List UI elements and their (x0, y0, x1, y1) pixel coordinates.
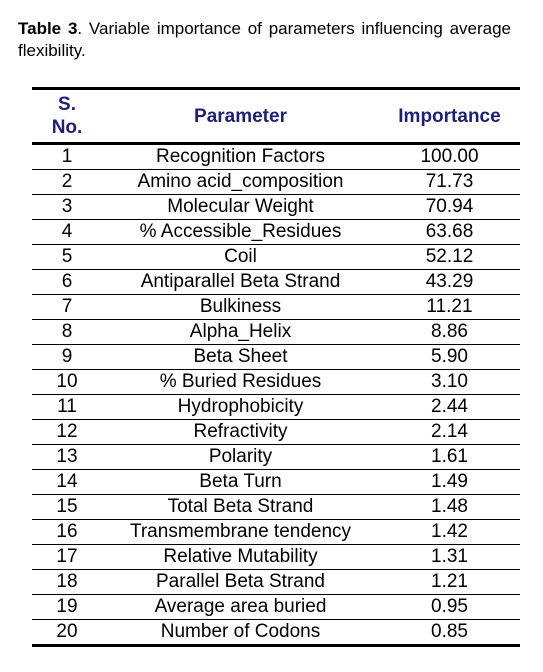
cell-parameter: Relative Mutability (163, 546, 318, 567)
cell-importance: 3.10 (431, 371, 468, 392)
cell-parameter: Molecular Weight (167, 196, 314, 217)
header-sno (32, 89, 102, 144)
cell-parameter: Polarity (208, 446, 273, 467)
cell-sno: 18 (56, 571, 78, 592)
header-sno-line1: S. (58, 94, 76, 115)
cell-sno: 20 (56, 621, 78, 642)
cell-importance: 8.86 (431, 321, 468, 342)
table-row (32, 345, 520, 370)
table-row (32, 570, 520, 595)
cell-importance: 1.31 (431, 546, 468, 567)
table-caption-label: Table 3 (18, 19, 78, 38)
cell-sno: 10 (56, 371, 78, 392)
cell-importance: 5.90 (431, 346, 468, 367)
table-row (32, 470, 520, 495)
table-row (32, 395, 520, 420)
cell-importance: 1.21 (431, 571, 468, 592)
cell-sno: 7 (61, 296, 73, 317)
cell-parameter: Beta Turn (199, 471, 282, 492)
table-row (32, 445, 520, 470)
table-row (32, 270, 520, 295)
table-caption-text: . Variable importance of parameters influencing average flexibility. (18, 19, 512, 60)
table-row (32, 144, 520, 170)
cell-sno: 2 (61, 171, 73, 192)
cell-sno: 13 (56, 446, 78, 467)
cell-parameter: Transmembrane tendency (129, 521, 352, 542)
cell-sno: 9 (61, 346, 73, 367)
cell-parameter: Hydrophobicity (177, 396, 304, 417)
cell-importance: 70.94 (425, 196, 474, 217)
cell-parameter: Coil (224, 246, 257, 267)
cell-sno: 5 (61, 246, 73, 267)
table-row (32, 620, 520, 646)
cell-parameter: Antiparallel Beta Strand (140, 271, 341, 292)
cell-sno: 1 (61, 146, 73, 167)
cell-sno: 8 (61, 321, 73, 342)
cell-sno: 12 (56, 421, 78, 442)
cell-importance: 63.68 (425, 221, 474, 242)
cell-parameter: Parallel Beta Strand (156, 571, 325, 592)
cell-parameter: Total Beta Strand (167, 496, 314, 517)
cell-sno: 4 (61, 221, 73, 242)
table-row (32, 520, 520, 545)
cell-importance: 2.14 (431, 421, 468, 442)
cell-sno: 6 (61, 271, 73, 292)
cell-parameter: Bulkiness (199, 296, 282, 317)
cell-parameter: Amino acid_composition (137, 171, 344, 192)
cell-importance: 43.29 (425, 271, 474, 292)
cell-importance: 1.48 (431, 496, 468, 517)
table-row (32, 220, 520, 245)
cell-importance: 2.44 (431, 396, 468, 417)
cell-parameter: Beta Sheet (193, 346, 288, 367)
table-row (32, 295, 520, 320)
cell-importance: 52.12 (425, 246, 474, 267)
cell-sno: 17 (56, 546, 78, 567)
cell-sno: 14 (56, 471, 78, 492)
cell-sno: 3 (61, 196, 73, 217)
table-row (32, 320, 520, 345)
table-row (32, 420, 520, 445)
header-parameter: Parameter (194, 105, 287, 127)
cell-importance: 1.49 (431, 471, 468, 492)
cell-parameter: % Accessible_Residues (139, 221, 342, 242)
table-body (32, 144, 520, 646)
cell-sno: 11 (57, 396, 77, 417)
cell-importance: 0.85 (431, 621, 468, 642)
cell-sno: 16 (56, 521, 78, 542)
table-row (32, 595, 520, 620)
table-row (32, 545, 520, 570)
cell-sno: 19 (56, 596, 78, 617)
table-row (32, 370, 520, 395)
header-sno-line2: No. (51, 117, 83, 138)
cell-importance: 1.61 (431, 446, 468, 467)
cell-importance: 100.00 (420, 146, 479, 167)
table-row (32, 195, 520, 220)
importance-table-container (32, 87, 520, 647)
cell-parameter: Average area buried (154, 596, 327, 617)
table-row (32, 245, 520, 270)
cell-parameter: Refractivity (193, 421, 288, 442)
header-importance: Importance (398, 105, 501, 127)
importance-table (32, 87, 520, 647)
cell-importance: 71.73 (425, 171, 474, 192)
table-caption (18, 18, 511, 62)
cell-importance: 0.95 (431, 596, 468, 617)
cell-parameter: % Buried Residues (159, 371, 322, 392)
table-row (32, 170, 520, 195)
table-header-row (32, 89, 520, 144)
cell-sno: 15 (56, 496, 78, 517)
table-header (32, 89, 520, 144)
cell-importance: 1.42 (431, 521, 468, 542)
cell-parameter: Alpha_Helix (189, 321, 292, 342)
cell-parameter: Number of Codons (160, 621, 321, 642)
cell-parameter: Recognition Factors (156, 146, 325, 167)
table-row (32, 495, 520, 520)
cell-importance: 11.21 (426, 296, 473, 317)
